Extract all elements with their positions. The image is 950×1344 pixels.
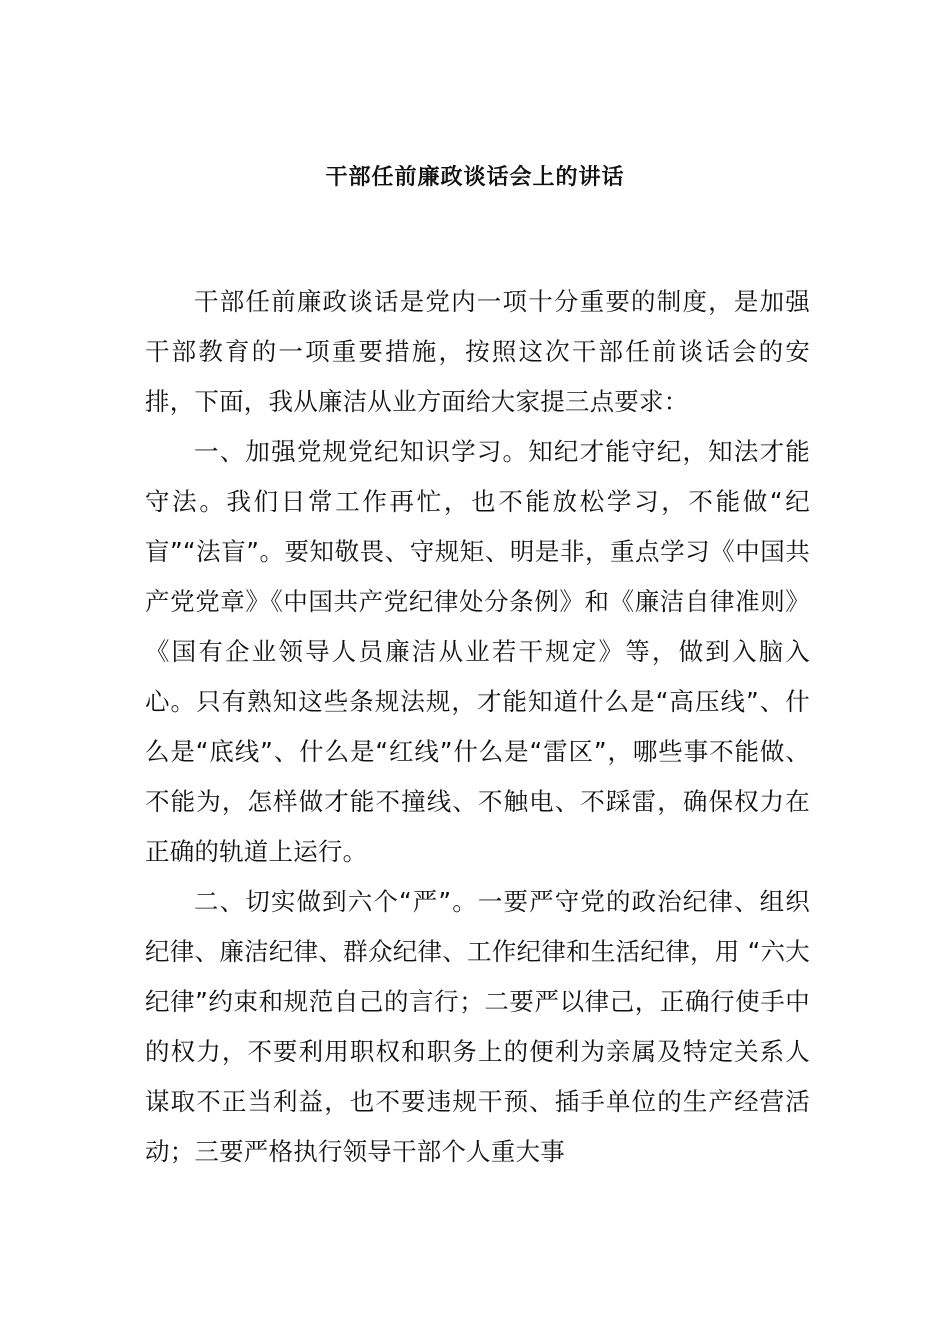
paragraph-point-two: 二、切实做到六个“严”。一要严守党的政治纪律、组织纪律、廉洁纪律、群众纪律、工作纪律和生活纪律，用 “六大纪律”约束和规范自己的言行；二要严以律己，正确行使手中的权力，不要利用职权和职务上的便利为亲属及特定关系人谋取不正当利益，也不要违规干预、插手单位的生产经营活动；三要严格执行领导干部个人重大事 [145, 887, 810, 1166]
document-body [145, 277, 810, 1177]
document-title: 干部任前廉政谈话会上的讲话 [325, 165, 625, 190]
paragraph-point-one: 一、加强党规党纪知识学习。知纪才能守纪，知法才能守法。我们日常工作再忙，也不能放松学习，不能做“纪盲”“法盲”。要知敬畏、守规矩、明是非，重点学习《中国共产党党章》《中国共产党纪律处分条例》和《廉洁自律准则》《国有企业领导人员廉洁从业若干规定》等，做到入脑入心。只有熟知这些条规法规，才能知道什么是“高压线”、什么是“底线”、什么是“红线”什么是“雷区”，哪些事不能做、不能为，怎样做才能不撞线、不触电、不踩雷，确保权力在正确的轨道上运行。 [145, 437, 810, 866]
paragraph-intro: 干部任前廉政谈话是党内一项十分重要的制度，是加强干部教育的一项重要措施，按照这次干部任前谈话会的安排，下面，我从廉洁从业方面给大家提三点要求： [145, 287, 810, 416]
